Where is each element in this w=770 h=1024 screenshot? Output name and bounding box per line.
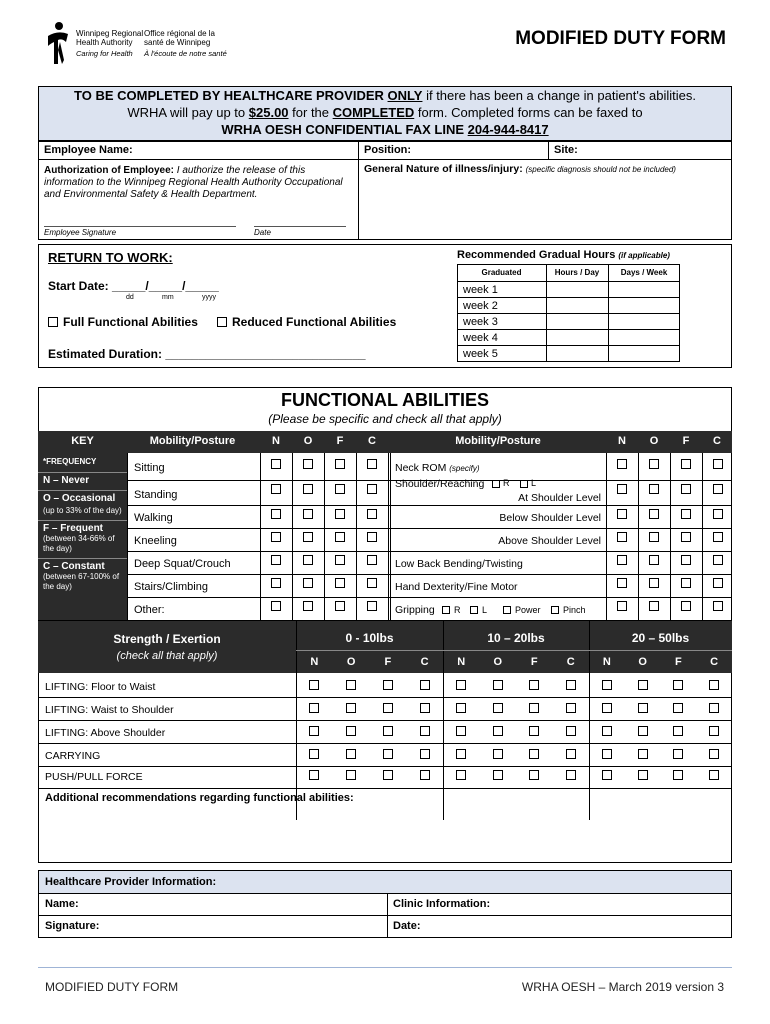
strength-row: PUSH/PULL FORCE [45,771,143,783]
frequency-checkbox[interactable] [681,555,691,565]
additional-recommendations-label: Additional recommendations regarding functional abilities: [45,792,354,804]
rtw-title: RETURN TO WORK: [48,250,173,265]
mobility-item: Standing [134,489,178,501]
notice-line-3: WRHA OESH CONFIDENTIAL FAX LINE 204-944-8417 [221,122,549,137]
exertion-checkbox[interactable] [638,703,648,713]
exertion-checkbox[interactable] [309,749,319,759]
below-shoulder-label: Below Shoulder Level [499,512,601,524]
frequency-checkbox[interactable] [713,459,723,469]
exertion-checkbox[interactable] [346,703,356,713]
at-shoulder-label: At Shoulder Level [518,492,601,504]
col-c-left: C [368,435,376,447]
shoulder-reaching-label: Shoulder/Reaching [395,478,485,490]
week-row: week 5 [463,348,498,360]
frequency-checkbox[interactable] [617,601,627,611]
strength-subtitle: (check all that apply) [116,650,218,662]
frequency-checkbox[interactable] [303,459,313,469]
date-label: Date [254,228,271,237]
frequency-checkbox[interactable] [303,484,313,494]
exertion-checkbox[interactable] [309,726,319,736]
gripping-r-checkbox[interactable] [442,606,450,614]
full-abilities-checkbox[interactable] [48,317,58,327]
notice-line-2: WRHA will pay up to $25.00 for the COMPLETED form. Completed forms can be faxed to [127,105,643,120]
exertion-checkbox[interactable] [638,680,648,690]
frequency-checkbox[interactable] [335,601,345,611]
exertion-checkbox[interactable] [673,703,683,713]
reduced-abilities-label: Reduced Functional Abilities [232,315,397,329]
exertion-checkbox[interactable] [456,749,466,759]
mobility-item: Stairs/Climbing [134,581,208,593]
frequency-checkbox[interactable] [713,509,723,519]
exertion-checkbox[interactable] [709,770,719,780]
frequency-checkbox[interactable] [271,484,281,494]
exertion-checkbox[interactable] [709,726,719,736]
gripping-label: Gripping [395,604,435,616]
mobility-item: Sitting [134,462,165,474]
key-frequent: F – Frequent [43,523,104,534]
frequency-checkbox[interactable] [681,509,691,519]
org-tagline-fr: À l'écoute de notre santé [144,49,227,58]
shoulder-l-checkbox[interactable] [520,480,528,488]
gripping-pinch-checkbox[interactable] [551,606,559,614]
exertion-checkbox[interactable] [346,770,356,780]
frequency-checkbox[interactable] [649,601,659,611]
week-row: week 2 [463,300,498,312]
frequency-checkbox[interactable] [649,532,659,542]
frequency-checkbox[interactable] [367,555,377,565]
exertion-checkbox[interactable] [638,770,648,780]
functional-title: FUNCTIONAL ABILITIES [281,390,489,410]
range-20-50: 20 – 50lbs [631,631,690,645]
range-10-20: 10 – 20lbs [487,631,545,645]
additional-recommendations-field[interactable] [40,806,730,862]
frequency-checkbox[interactable] [713,555,723,565]
col-graduated: Graduated [481,268,522,277]
exertion-checkbox[interactable] [529,749,539,759]
form-title: MODIFIED DUTY FORM [515,28,726,49]
exertion-checkbox[interactable] [346,726,356,736]
strength-col-f: F [384,656,392,668]
frequency-checkbox[interactable] [617,484,627,494]
exertion-checkbox[interactable] [493,749,503,759]
exertion-checkbox[interactable] [566,749,576,759]
exertion-checkbox[interactable] [309,703,319,713]
frequency-checkbox[interactable] [681,459,691,469]
frequency-checkbox[interactable] [271,578,281,588]
wrha-figure-icon [44,20,70,66]
key-column [38,453,127,620]
gripping-power-checkbox[interactable] [503,606,511,614]
mobility-item: Other: [134,604,165,616]
strength-row: LIFTING: Floor to Waist [45,681,156,693]
frequency-checkbox[interactable] [271,601,281,611]
frequency-checkbox[interactable] [617,459,627,469]
shoulder-r-checkbox[interactable] [492,480,500,488]
employee-signature-label: Employee Signature [44,228,117,237]
strength-col-c: C [710,656,719,668]
strength-col-f: F [530,656,538,668]
exertion-checkbox[interactable] [638,749,648,759]
strength-col-o: O [346,656,356,668]
exertion-checkbox[interactable] [529,703,539,713]
shoulder-r-label: R [503,478,510,488]
dd-label: dd [126,294,134,301]
exertion-checkbox[interactable] [602,703,612,713]
exertion-checkbox[interactable] [602,726,612,736]
frequency-checkbox[interactable] [271,532,281,542]
frequency-checkbox[interactable] [271,555,281,565]
exertion-checkbox[interactable] [566,680,576,690]
frequency-checkbox[interactable] [649,509,659,519]
exertion-checkbox[interactable] [709,703,719,713]
exertion-checkbox[interactable] [529,680,539,690]
org-line1-en: Winnipeg Regional [76,29,144,38]
yyyy-label: yyyy [202,294,216,301]
strength-title: Strength / Exertion [113,632,221,646]
shoulder-l-label: L [531,478,537,488]
gripping-power-label: Power [515,605,541,615]
low-back-label: Low Back Bending/Twisting [395,558,523,570]
exertion-checkbox[interactable] [309,680,319,690]
strength-col-n: N [602,656,611,668]
exertion-checkbox[interactable] [602,749,612,759]
col-o-right: O [649,435,659,447]
provider-name-label: Name: [45,898,79,910]
frequency-checkbox[interactable] [367,459,377,469]
start-date-label: Start Date: _____/_____/_____ [48,279,219,293]
exertion-checkbox[interactable] [638,726,648,736]
exertion-checkbox[interactable] [493,726,503,736]
col-n-right: N [618,435,626,447]
exertion-checkbox[interactable] [493,770,503,780]
col-hours-day: Hours / Day [554,268,600,277]
frequency-checkbox[interactable] [681,484,691,494]
frequency-checkbox[interactable] [649,555,659,565]
notice-line-1: TO BE COMPLETED BY HEALTHCARE PROVIDER ONLY if there has been a change in patient's abilities. [74,88,696,103]
exertion-checkbox[interactable] [673,749,683,759]
full-abilities-label: Full Functional Abilities [63,315,198,329]
exertion-checkbox[interactable] [566,726,576,736]
mobility-item: Deep Squat/Crouch [134,558,231,570]
above-shoulder-label: Above Shoulder Level [498,535,601,547]
frequency-checkbox[interactable] [335,459,345,469]
frequency-checkbox[interactable] [303,578,313,588]
frequency-checkbox[interactable] [271,459,281,469]
gradual-hours-title: Recommended Gradual Hours (if applicable) [457,249,670,261]
exertion-checkbox[interactable] [709,749,719,759]
footer-right: WRHA OESH – March 2019 version 3 [521,980,724,994]
reduced-abilities-checkbox[interactable] [217,317,227,327]
frequency-checkbox[interactable] [617,532,627,542]
exertion-checkbox[interactable] [566,770,576,780]
col-n-left: N [272,435,280,447]
frequency-checkbox[interactable] [367,509,377,519]
provider-date-label: Date: [393,920,421,932]
frequency-checkbox[interactable] [335,532,345,542]
frequency-checkbox[interactable] [617,509,627,519]
exertion-checkbox[interactable] [383,749,393,759]
frequency-checkbox[interactable] [367,484,377,494]
org-line2-fr: santé de Winnipeg [144,38,211,47]
wrha-logo [44,20,244,68]
strength-col-c: C [420,656,429,668]
strength-col-f: F [675,656,682,668]
gripping-l-label: L [482,605,488,615]
exertion-checkbox[interactable] [383,726,393,736]
frequency-checkbox[interactable] [713,484,723,494]
strength-col-n: N [457,656,466,668]
exertion-checkbox[interactable] [602,680,612,690]
frequency-checkbox[interactable] [713,578,723,588]
strength-row: LIFTING: Above Shoulder [45,727,166,739]
illness-label: General Nature of illness/injury: (specific diagnosis should not be included) [364,163,676,175]
gripping-pinch-label: Pinch [563,605,586,615]
frequency-checkbox[interactable] [303,555,313,565]
hand-dexterity-label: Hand Dexterity/Fine Motor [395,581,518,593]
frequency-checkbox[interactable] [617,555,627,565]
estimated-duration-label: Estimated Duration: ______________________________ [48,347,366,361]
exertion-checkbox[interactable] [420,749,430,759]
exertion-checkbox[interactable] [673,770,683,780]
position-label: Position: [364,144,412,156]
exertion-checkbox[interactable] [602,770,612,780]
exertion-checkbox[interactable] [309,770,319,780]
exertion-checkbox[interactable] [529,726,539,736]
neck-rom-label: Neck ROM (specify) [395,462,480,474]
site-label: Site: [554,144,578,156]
col-f-left: F [336,435,344,447]
key-never: N – Never [43,475,90,486]
exertion-checkbox[interactable] [383,680,393,690]
col-days-week: Days / Week [620,268,668,277]
exertion-checkbox[interactable] [673,680,683,690]
mobility-header-left: Mobility/Posture [149,435,236,447]
strength-row: CARRYING [45,750,101,762]
mobility-item: Walking [134,512,173,524]
frequency-checkbox[interactable] [367,532,377,542]
key-frequency: *FREQUENCY [43,457,97,466]
frequency-checkbox[interactable] [617,578,627,588]
key-constant: C – Constant [43,561,105,572]
org-tagline-en: Caring for Health [76,49,133,58]
exertion-checkbox[interactable] [529,770,539,780]
authorization-text: Authorization of Employee: I authorize the release of this information to the Winnipeg Regional Health Authority Occupational and Environmental Safety & Health Department. [44,165,343,200]
frequency-checkbox[interactable] [681,532,691,542]
strength-col-o: O [493,656,503,668]
frequency-checkbox[interactable] [649,578,659,588]
frequency-checkbox[interactable] [303,601,313,611]
gripping-r-label: R [454,605,461,615]
week-row: week 3 [463,316,498,328]
exertion-checkbox[interactable] [673,726,683,736]
exertion-checkbox[interactable] [346,680,356,690]
exertion-checkbox[interactable] [456,726,466,736]
key-occasional-note: (up to 33% of the day) [43,506,122,515]
key-header: KEY [71,435,94,447]
frequency-checkbox[interactable] [367,601,377,611]
mobility-header-right: Mobility/Posture [455,435,541,447]
gripping-l-checkbox[interactable] [470,606,478,614]
frequency-checkbox[interactable] [271,509,281,519]
key-constant-note: (between 67-100% of the day) [43,572,120,591]
org-line2-en: Health Authority [76,38,133,47]
mm-label: mm [162,294,174,301]
exertion-checkbox[interactable] [456,770,466,780]
exertion-checkbox[interactable] [709,680,719,690]
functional-subtitle: (Please be specific and check all that apply) [268,412,502,426]
frequency-checkbox[interactable] [303,509,313,519]
exertion-checkbox[interactable] [493,703,503,713]
frequency-checkbox[interactable] [335,509,345,519]
clinic-info-label: Clinic Information: [393,898,491,910]
exertion-checkbox[interactable] [493,680,503,690]
frequency-checkbox[interactable] [649,484,659,494]
range-0-10: 0 - 10lbs [345,631,394,645]
key-frequent-note: (between 34-66% of the day) [43,534,115,553]
frequency-checkbox[interactable] [713,601,723,611]
frequency-checkbox[interactable] [335,578,345,588]
exertion-checkbox[interactable] [420,703,430,713]
col-o-left: O [303,435,313,447]
employee-name-label: Employee Name: [44,144,133,156]
frequency-checkbox[interactable] [681,601,691,611]
frequency-checkbox[interactable] [649,459,659,469]
frequency-checkbox[interactable] [303,532,313,542]
exertion-checkbox[interactable] [566,703,576,713]
footer-left: MODIFIED DUTY FORM [45,980,179,994]
exertion-checkbox[interactable] [420,770,430,780]
frequency-checkbox[interactable] [335,555,345,565]
exertion-checkbox[interactable] [420,680,430,690]
exertion-checkbox[interactable] [346,749,356,759]
strength-col-n: N [310,656,319,668]
col-f-right: F [682,435,690,447]
exertion-checkbox[interactable] [456,703,466,713]
exertion-checkbox[interactable] [383,770,393,780]
mobility-item: Kneeling [134,535,177,547]
strength-col-o: O [638,656,647,668]
strength-row: LIFTING: Waist to Shoulder [45,704,174,716]
week-row: week 1 [463,284,498,296]
frequency-checkbox[interactable] [335,484,345,494]
provider-signature-label: Signature: [45,920,100,932]
week-row: week 4 [463,332,498,344]
provider-title: Healthcare Provider Information: [45,876,217,888]
col-c-right: C [713,435,721,447]
exertion-checkbox[interactable] [420,726,430,736]
frequency-checkbox[interactable] [681,578,691,588]
exertion-checkbox[interactable] [383,703,393,713]
frequency-checkbox[interactable] [713,532,723,542]
exertion-checkbox[interactable] [456,680,466,690]
key-occasional: O – Occasional [43,493,116,504]
strength-col-c: C [566,656,575,668]
org-line1-fr: Office régional de la [144,29,216,38]
frequency-checkbox[interactable] [367,578,377,588]
